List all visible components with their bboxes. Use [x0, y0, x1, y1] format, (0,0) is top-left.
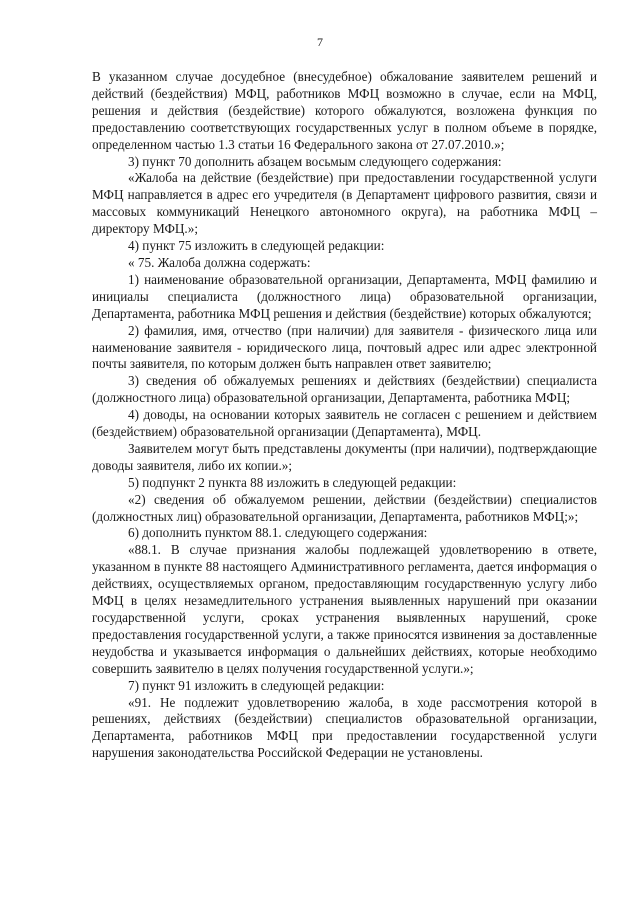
paragraph: 1) наименование образовательной организации, Департамента, МФЦ фамилию и инициалы специалиста (должностного лица) образовательной организации, Департамента, работника МФЦ решения и действия (бездействие) которых обжалуются;: [92, 271, 597, 321]
paragraph: 3) пункт 70 дополнить абзацем восьмым следующего содержания:: [128, 153, 502, 169]
paragraph: 2) фамилия, имя, отчество (при наличии) для заявителя - физического лица или наименование заявителя - юридического лица, почтовый адрес или адрес электронной почты заявителя, по которым должен быть направлен ответ заявителю;: [92, 322, 597, 372]
paragraph: «Жалоба на действие (бездействие) при предоставлении государственной услуги МФЦ направляется в адрес его учредителя (в Департамент цифрового развития, связи и массовых коммуникаций Ненецкого автономного округа), на работника МФЦ – директору МФЦ.»;: [92, 170, 597, 237]
paragraph: В указанном случае досудебное (внесудебное) обжалование заявителем решений и действий (бездействия) МФЦ, работников МФЦ возможно в случае, если на МФЦ, решения и действия (бездействие) которого обжалуются, возложена функция по предоставлению соответствующих государственных услуг в полном объеме в порядке, определенном частью 1.3 статьи 16 Федерального закона от 27.07.2010.»;: [92, 69, 597, 152]
paragraph: «88.1. В случае признания жалобы подлежащей удовлетворению в ответе, указанном в пункте 88 настоящего Административного регламента, дается информация о действиях, осуществляемых органом, предоставляющим государственную услугу либо МФЦ в целях незамедлительного устранения выявленных нарушений при оказании государственной услуги, сроках устранения выявленных нарушений, сроке предоставления государственной услуги, а также приносятся извинения за доставленные неудобства и указывается информация о дальнейших действиях, которые необходимо совершить заявителю в целях получения государственной услуги.»;: [92, 542, 597, 676]
paragraph: 7) пункт 91 изложить в следующей редакции:: [128, 677, 385, 693]
paragraph: Заявителем могут быть представлены документы (при наличии), подтверждающие доводы заявителя, либо их копии.»;: [92, 440, 597, 473]
document-body: [92, 69, 597, 762]
paragraph: 6) дополнить пунктом 88.1. следующего содержания:: [128, 525, 428, 541]
page-number: 7: [317, 35, 323, 49]
paragraph: 4) пункт 75 изложить в следующей редакции:: [128, 238, 385, 254]
paragraph: « 75. Жалоба должна содержать:: [128, 254, 311, 270]
paragraph: 5) подпункт 2 пункта 88 изложить в следующей редакции:: [128, 474, 457, 490]
paragraph: «91. Не подлежит удовлетворению жалоба, в ходе рассмотрения которой в решениях, действиях (бездействии) специалистов образовательной организации, Департамента, работников МФЦ при предоставлении государственной услуги нарушения законодательства Российской Федерации не установлены.: [92, 694, 597, 761]
paragraph: «2) сведения об обжалуемом решении, действии (бездействии) специалистов (должностных лиц) образовательной организации, Департамента, работников МФЦ;»;: [92, 491, 597, 524]
paragraph: 3) сведения об обжалуемых решениях и действиях (бездействии) специалиста (должностного лица) образовательной организации, Департамента, работника МФЦ;: [92, 373, 597, 406]
paragraph: 4) доводы, на основании которых заявитель не согласен с решением и действием (бездействием) образовательной организации (Департамента), МФЦ.: [92, 407, 597, 440]
